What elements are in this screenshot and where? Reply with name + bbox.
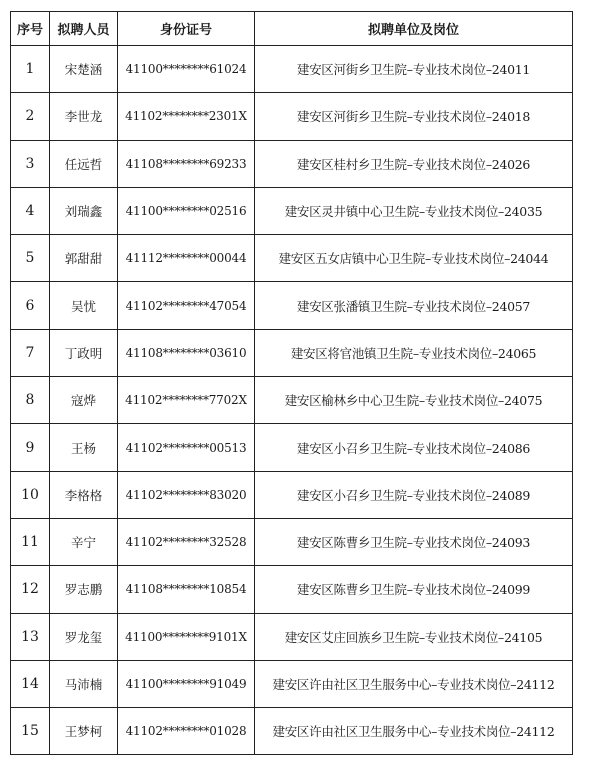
cell-id: 41108********03610: [118, 329, 255, 376]
cell-unit: 建安区河街乡卫生院–专业技术岗位–24018: [255, 93, 573, 140]
cell-name: 吴忧: [50, 282, 118, 329]
cell-name: 王杨: [50, 424, 118, 471]
cell-seq: 11: [11, 518, 50, 565]
cell-id: 41102********01028: [118, 708, 255, 755]
cell-id: 41100********02516: [118, 187, 255, 234]
cell-seq: 7: [11, 329, 50, 376]
cell-name: 李世龙: [50, 93, 118, 140]
table-row: [11, 377, 573, 424]
cell-id: 41102********00513: [118, 424, 255, 471]
cell-name: 丁政明: [50, 329, 118, 376]
table-row: [11, 329, 573, 376]
cell-name: 刘瑞鑫: [50, 187, 118, 234]
cell-unit: 建安区小召乡卫生院–专业技术岗位–24086: [255, 424, 573, 471]
cell-seq: 8: [11, 377, 50, 424]
cell-name: 任远哲: [50, 140, 118, 187]
appointment-table: [10, 11, 573, 755]
cell-seq: 14: [11, 660, 50, 707]
cell-seq: 5: [11, 235, 50, 282]
cell-unit: 建安区将官池镇卫生院–专业技术岗位–24065: [255, 329, 573, 376]
table-row: [11, 424, 573, 471]
cell-seq: 1: [11, 46, 50, 93]
table-row: [11, 235, 573, 282]
cell-seq: 13: [11, 613, 50, 660]
cell-seq: 2: [11, 93, 50, 140]
table-row: [11, 282, 573, 329]
cell-seq: 10: [11, 471, 50, 518]
cell-unit: 建安区榆林乡中心卫生院–专业技术岗位–24075: [255, 377, 573, 424]
cell-id: 41100********61024: [118, 46, 255, 93]
cell-seq: 9: [11, 424, 50, 471]
cell-seq: 6: [11, 282, 50, 329]
table-row: [11, 518, 573, 565]
cell-name: 王梦柯: [50, 708, 118, 755]
cell-name: 郭甜甜: [50, 235, 118, 282]
cell-unit: 建安区河街乡卫生院–专业技术岗位–24011: [255, 46, 573, 93]
table-row: [11, 566, 573, 613]
cell-id: 41102********2301X: [118, 93, 255, 140]
header-name: 拟聘人员: [50, 12, 118, 46]
table-header-row: [11, 12, 573, 46]
table-row: [11, 471, 573, 518]
table-row: [11, 708, 573, 755]
cell-unit: 建安区五女店镇中心卫生院–专业技术岗位–24044: [255, 235, 573, 282]
cell-name: 罗龙玺: [50, 613, 118, 660]
table-row: [11, 187, 573, 234]
cell-name: 马沛楠: [50, 660, 118, 707]
cell-name: 寇烨: [50, 377, 118, 424]
header-seq: 序号: [11, 12, 50, 46]
cell-id: 41100********91049: [118, 660, 255, 707]
cell-unit: 建安区陈曹乡卫生院–专业技术岗位–24093: [255, 518, 573, 565]
table-row: [11, 46, 573, 93]
cell-name: 李格格: [50, 471, 118, 518]
cell-unit: 建安区许由社区卫生服务中心–专业技术岗位–24112: [255, 708, 573, 755]
cell-id: 41100********9101X: [118, 613, 255, 660]
cell-unit: 建安区灵井镇中心卫生院–专业技术岗位–24035: [255, 187, 573, 234]
header-id: 身份证号: [118, 12, 255, 46]
cell-name: 宋楚涵: [50, 46, 118, 93]
cell-unit: 建安区张潘镇卫生院–专业技术岗位–24057: [255, 282, 573, 329]
cell-unit: 建安区艾庄回族乡卫生院–专业技术岗位–24105: [255, 613, 573, 660]
cell-seq: 4: [11, 187, 50, 234]
cell-name: 罗志鹏: [50, 566, 118, 613]
cell-unit: 建安区小召乡卫生院–专业技术岗位–24089: [255, 471, 573, 518]
table-row: [11, 93, 573, 140]
cell-id: 41108********69233: [118, 140, 255, 187]
cell-seq: 12: [11, 566, 50, 613]
cell-id: 41112********00044: [118, 235, 255, 282]
cell-unit: 建安区许由社区卫生服务中心–专业技术岗位–24112: [255, 660, 573, 707]
table-body: [11, 46, 573, 755]
cell-seq: 15: [11, 708, 50, 755]
cell-id: 41102********47054: [118, 282, 255, 329]
cell-id: 41102********32528: [118, 518, 255, 565]
header-unit: 拟聘单位及岗位: [255, 12, 573, 46]
cell-id: 41102********7702X: [118, 377, 255, 424]
cell-id: 41108********10854: [118, 566, 255, 613]
cell-unit: 建安区桂村乡卫生院–专业技术岗位–24026: [255, 140, 573, 187]
table-row: [11, 613, 573, 660]
cell-id: 41102********83020: [118, 471, 255, 518]
table-row: [11, 140, 573, 187]
cell-unit: 建安区陈曹乡卫生院–专业技术岗位–24099: [255, 566, 573, 613]
table-row: [11, 660, 573, 707]
cell-name: 辛宁: [50, 518, 118, 565]
cell-seq: 3: [11, 140, 50, 187]
